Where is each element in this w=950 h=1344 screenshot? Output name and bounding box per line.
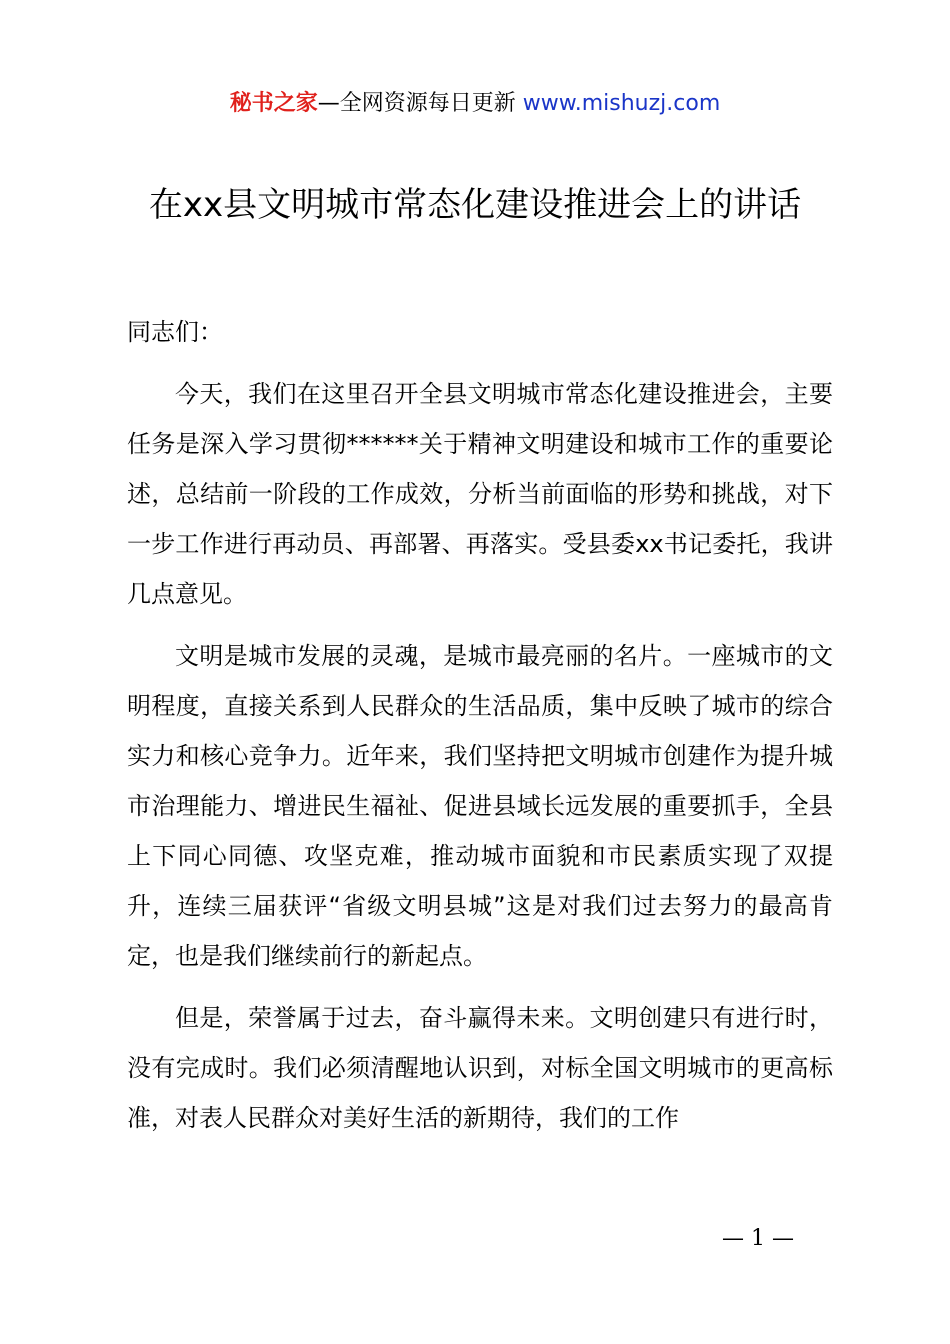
site-url-link[interactable]: www.mishuzj.com [522, 91, 721, 116]
paragraph: 但是，荣誉属于过去，奋斗赢得未来。文明创建只有进行时，没有完成时。我们必须清醒地认识到，对标全国文明城市的更高标准，对表人民群众对美好生活的新期待，我们的工作 [127, 1004, 833, 1132]
paragraph: 今天，我们在这里召开全县文明城市常态化建设推进会，主要任务是深入学习贯彻******关于精神文明建设和城市工作的重要论述，总结前一阶段的工作成效，分析当前面临的形势和挑战，对下一步工作进行再动员、再部署、再落实。受县委xx书记委托，我讲几点意见。 [127, 380, 833, 608]
paragraph: 文明是城市发展的灵魂，是城市最亮丽的名片。一座城市的文明程度，直接关系到人民群众的生活品质，集中反映了城市的综合实力和核心竞争力。近年来，我们坚持把文明城市创建作为提升城市治理能力、增进民生福祉、促进县域长远发展的重要抓手，全县上下同心同德、攻坚克难，推动城市面貌和市民素质实现了双提升，连续三届获评“省级文明县城”这是对我们过去努力的最高肯定，也是我们继续前行的新起点。 [127, 642, 833, 970]
page-number: — 1 — [722, 1226, 794, 1251]
site-header [0, 86, 950, 122]
brand-name: 秘书之家 [229, 91, 318, 116]
header-tagline: —全网资源每日更新 [317, 91, 523, 116]
document-body [127, 307, 833, 1155]
document-title: 在xx县文明城市常态化建设推进会上的讲话 [148, 185, 802, 225]
salutation: 同志们： [127, 318, 223, 346]
